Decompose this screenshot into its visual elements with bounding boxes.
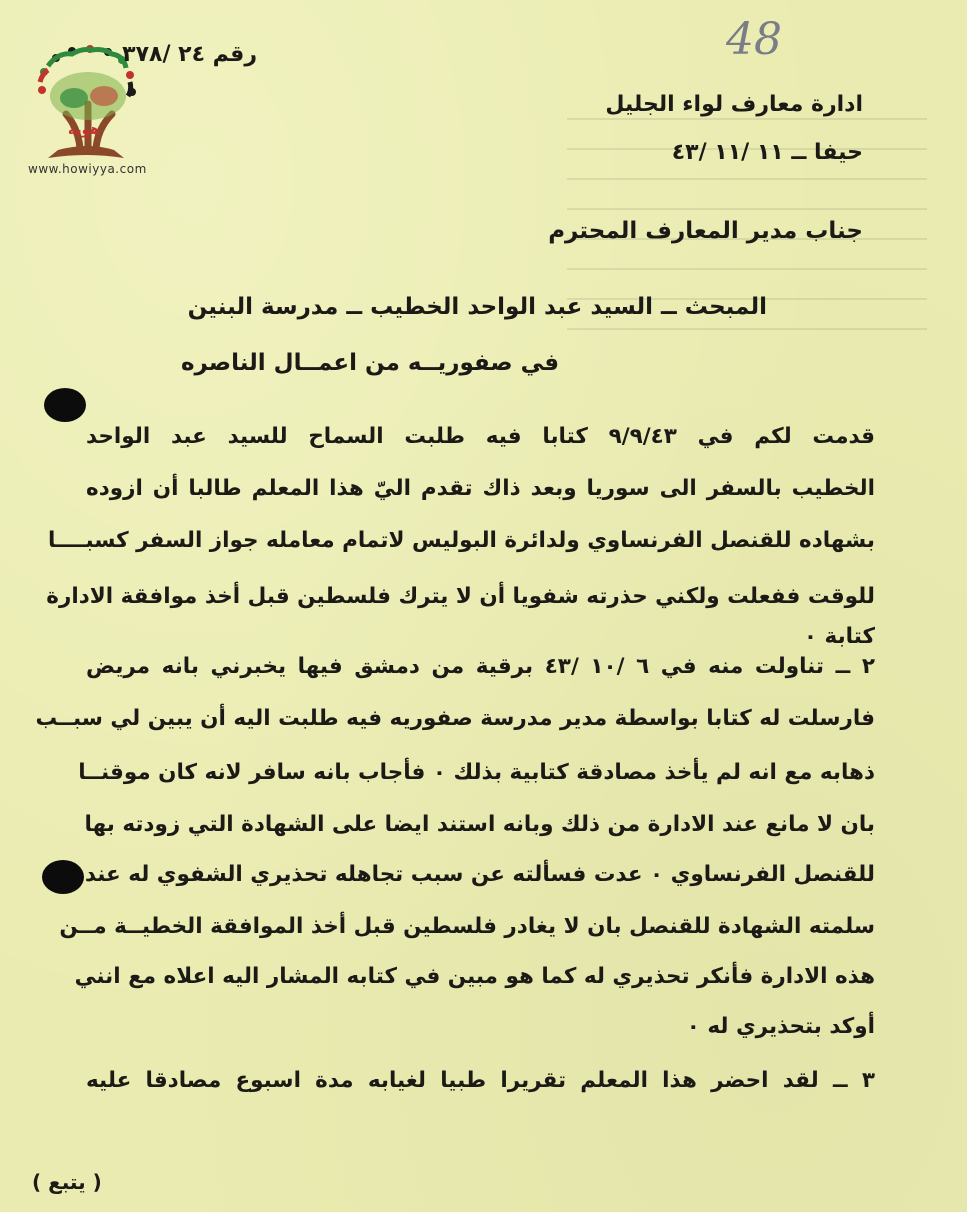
place-and-date: حيفا ــ ١١ /١١ /٤٣ — [671, 140, 863, 165]
body-line: سلمته الشهادة للقنصل بان لا يغادر فلسطين قبل أخذ الموافقة الخطيــة مــن — [59, 914, 875, 939]
body-line: للوقت ففعلت ولكني حذرته شفويا أن لا يترك فلسطين قبل أخذ موافقة الادارة — [46, 584, 875, 609]
sender-office: ادارة معارف لواء الجليل — [605, 92, 863, 117]
reference-number: رقم ٢٤ /٣٧٨ — [122, 42, 257, 67]
body-line: فارسلت له كتابا بواسطة مدير مدرسة صفوريه فيه طلبت اليه أن يبين لي سبــب — [35, 706, 875, 731]
body-line: هذه الادارة فأنكر تحذيري له كما هو مبين في كتابه المشار اليه اعلاه مع انني — [74, 964, 875, 989]
ink-blot — [44, 388, 86, 422]
body-line: للقنصل الفرنساوي ٠ عدت فسألته عن سبب تجاهله تحذيري الشفوي له عند — [84, 862, 875, 887]
svg-text:هوية: هوية — [67, 122, 101, 138]
body-line: ذهابه مع انه لم يأخذ مصادقة كتابية بذلك ٠ فأجاب بانه سافر لانه كان موقنــا — [78, 760, 875, 785]
subject-line-continuation: في صفوريــه من اعمــال الناصره — [180, 350, 559, 376]
subject-line: المبحث ــ السيد عبد الواحد الخطيب ــ مدرسة البنين — [187, 294, 767, 320]
body-line: قدمت لكم في ٩/٩/٤٣ كتابا فيه طلبت السماح للسيد عبد الواحد — [86, 424, 875, 449]
continued-marker: ( يتبع ) — [32, 1170, 102, 1194]
watermark-url: www.howiyya.com — [28, 162, 147, 176]
body-line: ٣ ــ لقد احضر هذا المعلم تقريرا طبيا لغيابه مدة اسبوع مصادقا عليه — [86, 1068, 875, 1093]
body-line: الخطيب بالسفر الى سوريا وبعد ذاك تقدم اليّ هذا المعلم طالبا أن ازوده — [86, 476, 875, 501]
body-line: ٢ ــ تناولت منه في ٦ /١٠ /٤٣ برقية من دمشق فيها يخبرني بانه مريض — [86, 654, 875, 679]
salutation: جناب مدير المعارف المحترم — [548, 218, 863, 244]
body-line: أوكد بتحذيري له ٠ — [686, 1014, 875, 1039]
page-number: 48 — [726, 14, 782, 65]
body-line: بشهاده للقنصل الفرنساوي ولدائرة البوليس لاتمام معامله جواز السفر كسبــــا — [48, 528, 875, 553]
body-line: بان لا مانع عند الادارة من ذلك وبانه استند ايضا على الشهادة التي زودته بها — [84, 812, 875, 837]
body-line: كتابة ٠ — [803, 624, 875, 649]
ink-blot — [42, 860, 84, 894]
